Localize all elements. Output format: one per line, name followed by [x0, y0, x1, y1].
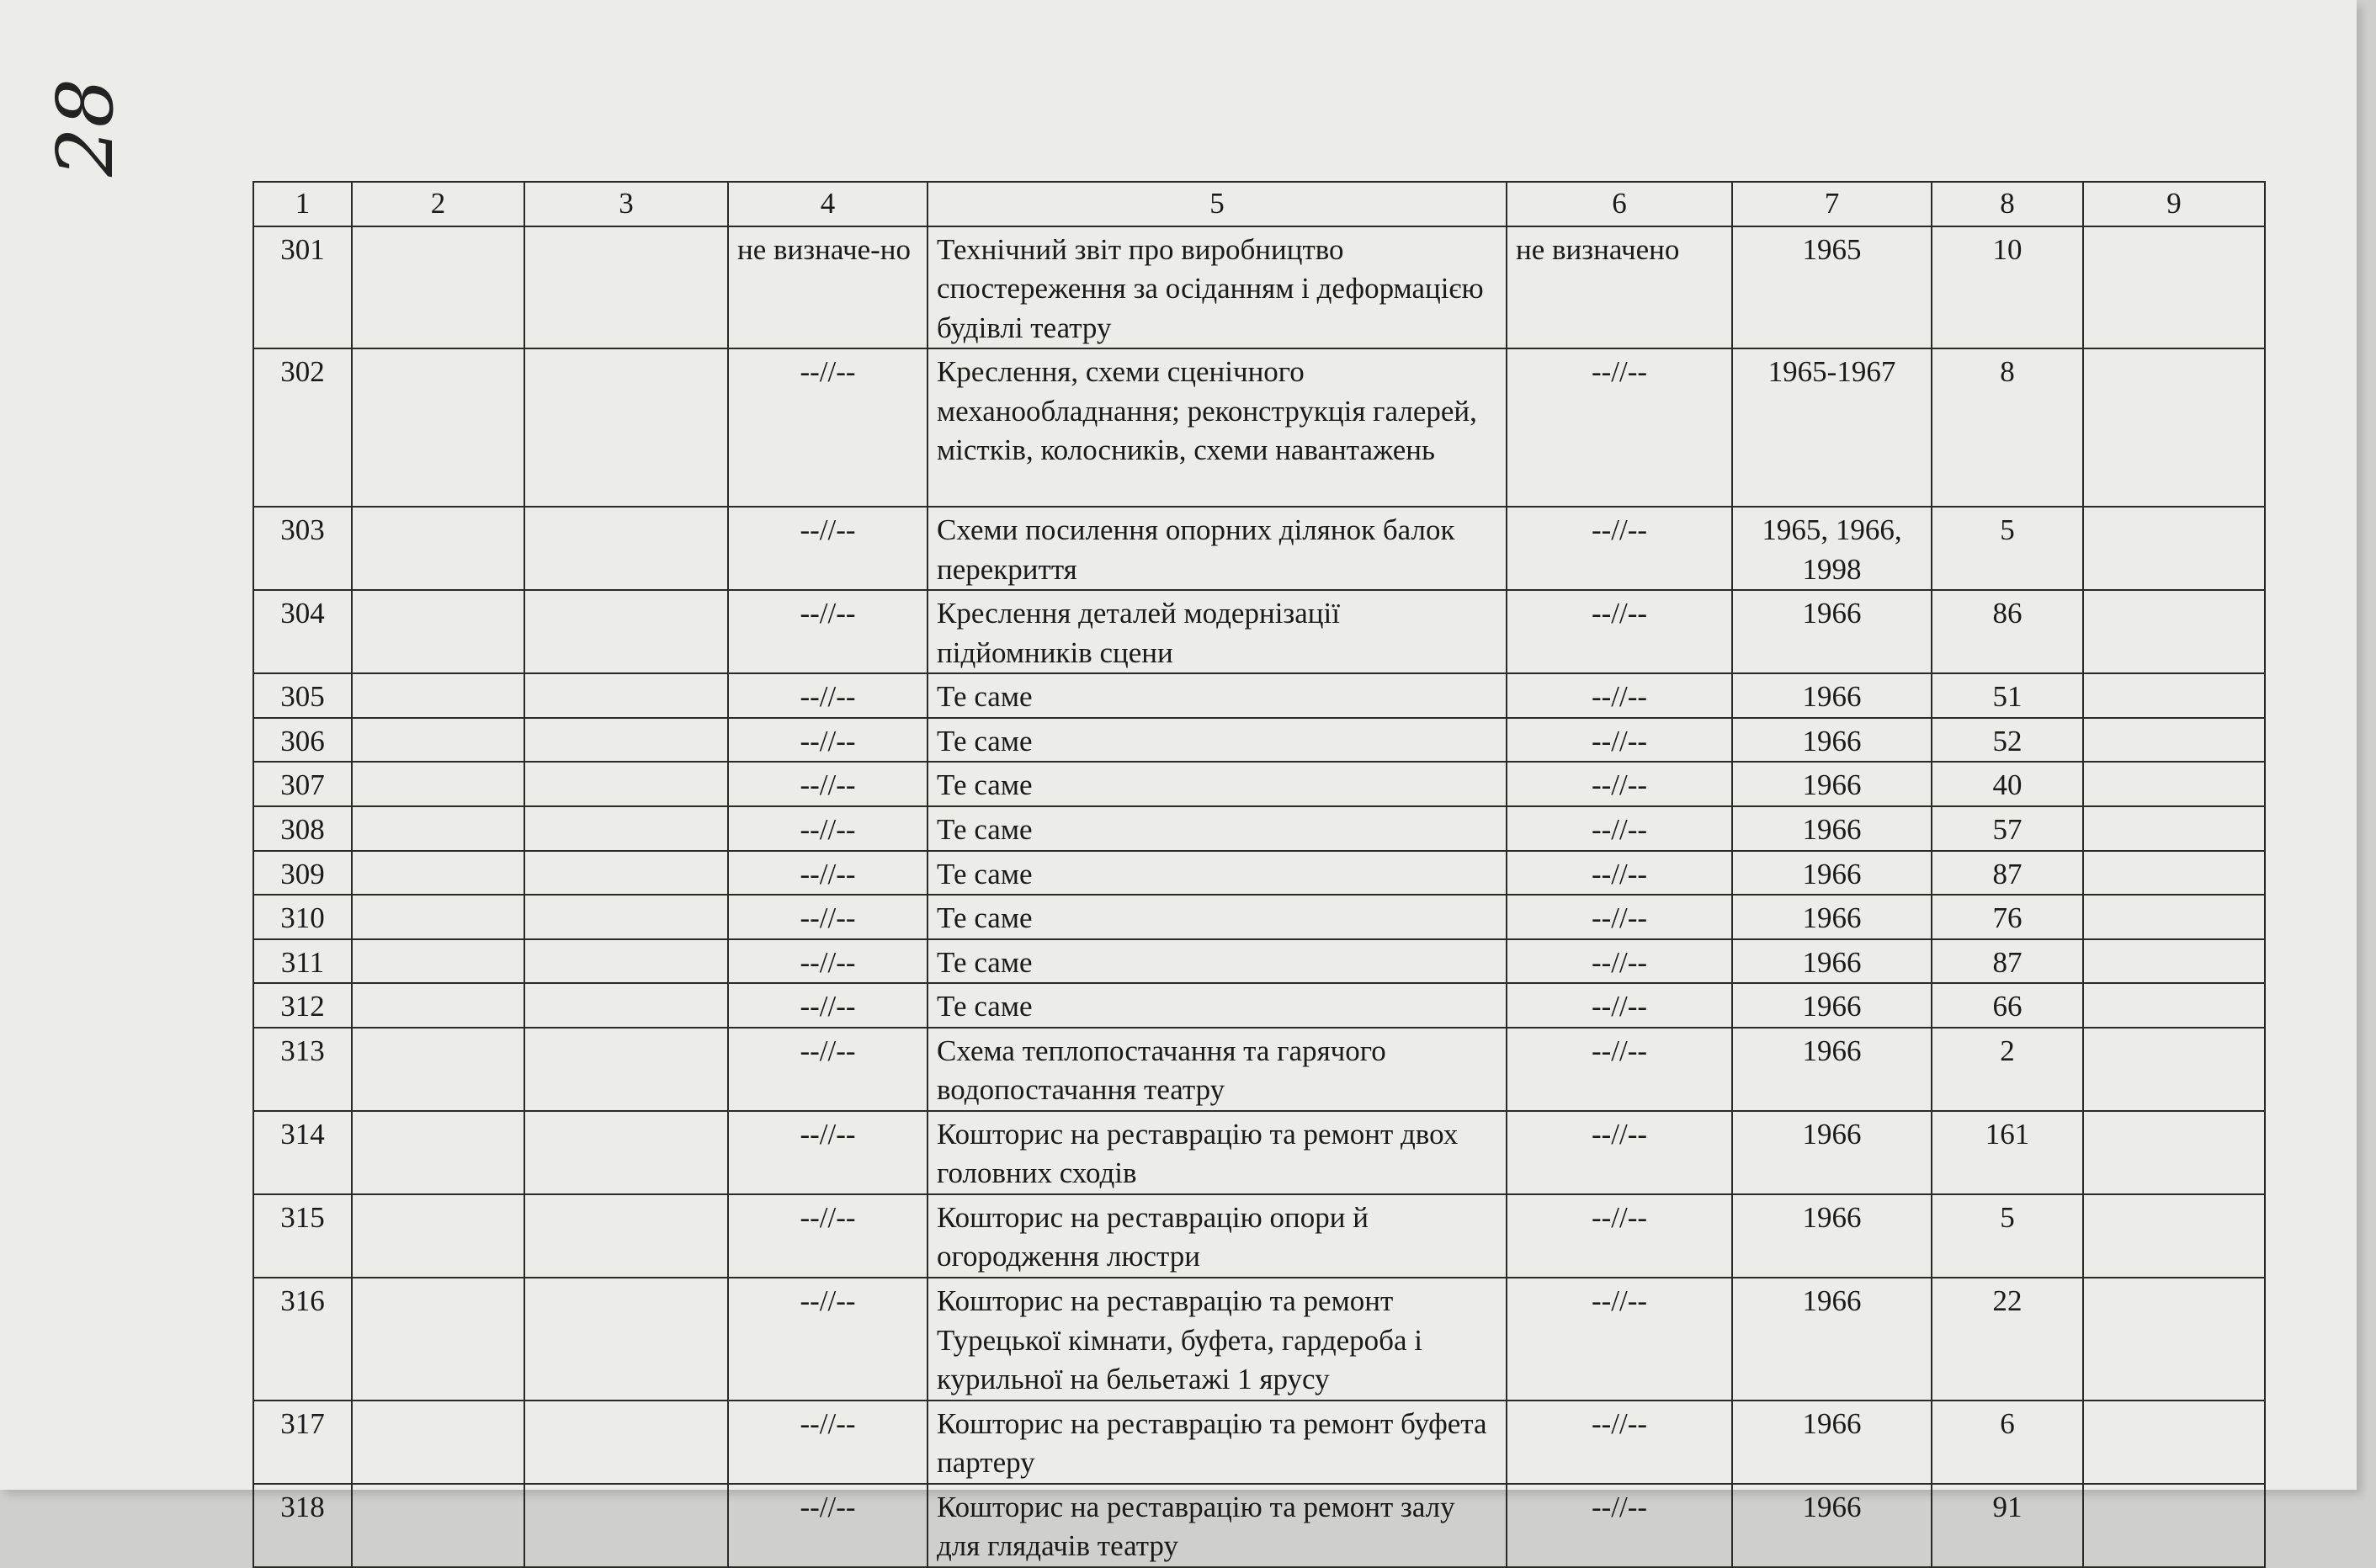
record-kind: --//--: [728, 1278, 928, 1401]
record-title: Те саме: [928, 718, 1507, 763]
record-kind: --//--: [728, 1111, 928, 1194]
column-header: 4: [728, 182, 928, 226]
record-type: --//--: [1507, 1278, 1732, 1401]
column-header: 2: [352, 182, 524, 226]
record-year: 1966: [1732, 983, 1932, 1028]
record-kind: --//--: [728, 718, 928, 763]
record-type: --//--: [1507, 1194, 1732, 1278]
table-row: [253, 507, 2265, 590]
cell-col3: [524, 895, 728, 939]
record-type: --//--: [1507, 348, 1732, 507]
cell-col2: [352, 1484, 524, 1567]
record-year: 1966: [1732, 762, 1932, 806]
record-sheet-count: 161: [1932, 1111, 2083, 1194]
record-number: 306: [253, 718, 352, 763]
column-header: 1: [253, 182, 352, 226]
record-sheet-count: 86: [1932, 590, 2083, 673]
cell-col2: [352, 1111, 524, 1194]
table-row: [253, 226, 2265, 349]
record-type: --//--: [1507, 1028, 1732, 1111]
record-type: --//--: [1507, 1111, 1732, 1194]
cell-col9: [2083, 851, 2265, 896]
record-sheet-count: 91: [1932, 1484, 2083, 1567]
record-sheet-count: 8: [1932, 348, 2083, 507]
cell-col9: [2083, 895, 2265, 939]
record-year: 1966: [1732, 673, 1932, 718]
record-type: --//--: [1507, 895, 1732, 939]
record-kind: --//--: [728, 507, 928, 590]
record-year: 1966: [1732, 806, 1932, 851]
cell-col9: [2083, 507, 2265, 590]
record-sheet-count: 10: [1932, 226, 2083, 349]
record-number: 301: [253, 226, 352, 349]
record-kind: --//--: [728, 673, 928, 718]
cell-col9: [2083, 590, 2265, 673]
cell-col2: [352, 348, 524, 507]
record-title: Те саме: [928, 673, 1507, 718]
cell-col2: [352, 718, 524, 763]
cell-col3: [524, 673, 728, 718]
record-kind: --//--: [728, 1401, 928, 1484]
cell-col3: [524, 1278, 728, 1401]
record-number: 312: [253, 983, 352, 1028]
record-title: Кошторис на реставрацію опори й огородження люстри: [928, 1194, 1507, 1278]
record-number: 318: [253, 1484, 352, 1567]
record-kind: --//--: [728, 851, 928, 896]
record-title: Те саме: [928, 939, 1507, 984]
record-type: --//--: [1507, 673, 1732, 718]
record-kind: --//--: [728, 1484, 928, 1567]
table-row: [253, 983, 2265, 1028]
record-type: --//--: [1507, 851, 1732, 896]
record-kind: --//--: [728, 939, 928, 984]
record-title: Те саме: [928, 762, 1507, 806]
record-year: 1966: [1732, 1484, 1932, 1567]
record-year: 1966: [1732, 590, 1932, 673]
table-row: [253, 1028, 2265, 1111]
record-number: 304: [253, 590, 352, 673]
record-type: --//--: [1507, 939, 1732, 984]
cell-col2: [352, 762, 524, 806]
handwritten-page-number: 28: [40, 77, 130, 177]
record-number: 307: [253, 762, 352, 806]
cell-col2: [352, 226, 524, 349]
record-year: 1966: [1732, 718, 1932, 763]
record-year: 1965: [1732, 226, 1932, 349]
column-header: 3: [524, 182, 728, 226]
cell-col3: [524, 1194, 728, 1278]
record-number: 317: [253, 1401, 352, 1484]
record-title: Кошторис на реставрацію та ремонт буфета партеру: [928, 1401, 1507, 1484]
record-number: 316: [253, 1278, 352, 1401]
table-row: [253, 718, 2265, 763]
cell-col9: [2083, 1401, 2265, 1484]
record-year: 1966: [1732, 1401, 1932, 1484]
record-number: 314: [253, 1111, 352, 1194]
record-type: --//--: [1507, 507, 1732, 590]
record-number: 315: [253, 1194, 352, 1278]
cell-col2: [352, 1194, 524, 1278]
cell-col2: [352, 590, 524, 673]
record-kind: --//--: [728, 348, 928, 507]
record-kind: --//--: [728, 983, 928, 1028]
cell-col9: [2083, 806, 2265, 851]
column-header: 8: [1932, 182, 2083, 226]
record-kind: --//--: [728, 895, 928, 939]
record-title: Схема теплопостачання та гарячого водопостачання театру: [928, 1028, 1507, 1111]
cell-col3: [524, 806, 728, 851]
record-type: --//--: [1507, 1484, 1732, 1567]
record-sheet-count: 6: [1932, 1401, 2083, 1484]
column-header: 7: [1732, 182, 1932, 226]
column-header: 9: [2083, 182, 2265, 226]
cell-col9: [2083, 939, 2265, 984]
record-sheet-count: 2: [1932, 1028, 2083, 1111]
table-row: [253, 673, 2265, 718]
record-type: --//--: [1507, 718, 1732, 763]
record-sheet-count: 22: [1932, 1278, 2083, 1401]
record-title: Схеми посилення опорних ділянок балок перекриття: [928, 507, 1507, 590]
record-year: 1966: [1732, 851, 1932, 896]
column-header: 5: [928, 182, 1507, 226]
record-type: --//--: [1507, 590, 1732, 673]
record-title: Те саме: [928, 983, 1507, 1028]
cell-col3: [524, 1484, 728, 1567]
record-title: Те саме: [928, 895, 1507, 939]
record-title: Кошторис на реставрацію та ремонт Турецької кімнати, буфета, гардероба і курильної на бельетажі 1 ярусу: [928, 1278, 1507, 1401]
cell-col2: [352, 895, 524, 939]
cell-col3: [524, 348, 728, 507]
cell-col9: [2083, 983, 2265, 1028]
table-row: [253, 1278, 2265, 1401]
cell-col3: [524, 1401, 728, 1484]
table-row: [253, 1194, 2265, 1278]
record-kind: --//--: [728, 590, 928, 673]
cell-col2: [352, 939, 524, 984]
record-kind: --//--: [728, 762, 928, 806]
cell-col2: [352, 673, 524, 718]
cell-col2: [352, 1401, 524, 1484]
record-title: Те саме: [928, 851, 1507, 896]
table-row: [253, 895, 2265, 939]
cell-col2: [352, 507, 524, 590]
record-sheet-count: 5: [1932, 507, 2083, 590]
record-title: Технічний звіт про виробництво спостереження за осіданням і деформацією будівлі театру: [928, 226, 1507, 349]
record-year: 1966: [1732, 1111, 1932, 1194]
table-row: [253, 806, 2265, 851]
cell-col3: [524, 507, 728, 590]
record-kind: --//--: [728, 1194, 928, 1278]
record-year: 1965-1967: [1732, 348, 1932, 507]
record-type: --//--: [1507, 983, 1732, 1028]
cell-col2: [352, 1278, 524, 1401]
record-type: --//--: [1507, 1401, 1732, 1484]
record-sheet-count: 57: [1932, 806, 2083, 851]
column-number-row: [253, 182, 2265, 226]
cell-col9: [2083, 1028, 2265, 1111]
cell-col9: [2083, 1194, 2265, 1278]
record-sheet-count: 5: [1932, 1194, 2083, 1278]
record-year: 1965, 1966, 1998: [1732, 507, 1932, 590]
cell-col9: [2083, 1111, 2265, 1194]
record-kind: --//--: [728, 1028, 928, 1111]
cell-col3: [524, 1111, 728, 1194]
record-title: Креслення, схеми сценічного механообладнання; реконструкція галерей, містків, колосників, схеми навантажень: [928, 348, 1507, 507]
record-number: 302: [253, 348, 352, 507]
record-type: --//--: [1507, 806, 1732, 851]
cell-col3: [524, 851, 728, 896]
cell-col9: [2083, 1278, 2265, 1401]
record-year: 1966: [1732, 939, 1932, 984]
record-sheet-count: 87: [1932, 939, 2083, 984]
record-year: 1966: [1732, 1028, 1932, 1111]
record-number: 311: [253, 939, 352, 984]
cell-col2: [352, 806, 524, 851]
record-number: 303: [253, 507, 352, 590]
table-row: [253, 1401, 2265, 1484]
cell-col9: [2083, 762, 2265, 806]
table-row: [253, 762, 2265, 806]
record-kind: --//--: [728, 806, 928, 851]
record-type: --//--: [1507, 762, 1732, 806]
record-sheet-count: 51: [1932, 673, 2083, 718]
record-year: 1966: [1732, 895, 1932, 939]
record-type: не визначено: [1507, 226, 1732, 349]
record-sheet-count: 87: [1932, 851, 2083, 896]
table-row: [253, 939, 2265, 984]
record-number: 308: [253, 806, 352, 851]
record-title: Кошторис на реставрацію та ремонт залу для глядачів театру: [928, 1484, 1507, 1567]
table-row: [253, 851, 2265, 896]
record-year: 1966: [1732, 1194, 1932, 1278]
record-kind: не визначе-но: [728, 226, 928, 349]
record-number: 309: [253, 851, 352, 896]
cell-col9: [2083, 348, 2265, 507]
cell-col9: [2083, 226, 2265, 349]
record-sheet-count: 40: [1932, 762, 2083, 806]
cell-col3: [524, 983, 728, 1028]
column-header: 6: [1507, 182, 1732, 226]
cell-col2: [352, 1028, 524, 1111]
cell-col3: [524, 939, 728, 984]
record-sheet-count: 66: [1932, 983, 2083, 1028]
cell-col2: [352, 983, 524, 1028]
record-year: 1966: [1732, 1278, 1932, 1401]
cell-col3: [524, 1028, 728, 1111]
inventory-table: [252, 181, 2266, 1568]
record-number: 313: [253, 1028, 352, 1111]
table-row: [253, 590, 2265, 673]
table-row: [253, 1484, 2265, 1567]
table-row: [253, 1111, 2265, 1194]
cell-col9: [2083, 673, 2265, 718]
record-sheet-count: 76: [1932, 895, 2083, 939]
cell-col2: [352, 851, 524, 896]
record-title: Креслення деталей модернізації підйомників сцени: [928, 590, 1507, 673]
cell-col9: [2083, 1484, 2265, 1567]
table-row: [253, 348, 2265, 507]
record-number: 305: [253, 673, 352, 718]
record-title: Кошторис на реставрацію та ремонт двох головних сходів: [928, 1111, 1507, 1194]
record-title: Те саме: [928, 806, 1507, 851]
cell-col9: [2083, 718, 2265, 763]
cell-col3: [524, 226, 728, 349]
cell-col3: [524, 762, 728, 806]
record-number: 310: [253, 895, 352, 939]
record-sheet-count: 52: [1932, 718, 2083, 763]
cell-col3: [524, 718, 728, 763]
cell-col3: [524, 590, 728, 673]
